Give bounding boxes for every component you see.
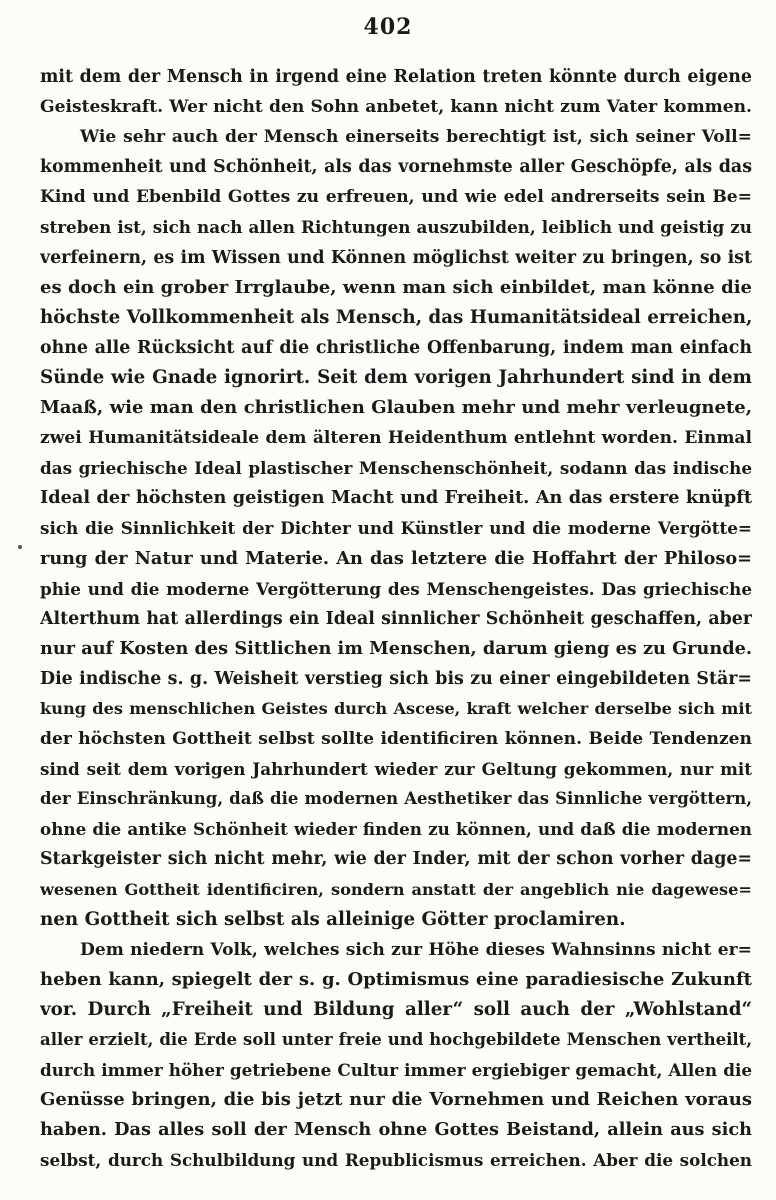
text-line: der Einschränkung, daß die modernen Aesthetiker das Sinnliche vergöttern,	[40, 789, 752, 809]
text-line: Starkgeister sich nicht mehr, wie der Inder, mit der schon vorher dage=	[40, 849, 752, 870]
text-line: Genüsse bringen, die bis jetzt nur die Vornehmen und Reichen voraus	[40, 1089, 752, 1111]
text-line: vor. Durch „Freiheit und Bildung aller“ soll auch der „Wohlstand“	[40, 998, 752, 1020]
page-number: 402	[363, 14, 413, 40]
text-line: Kind und Ebenbild Gottes zu erfreuen, und wie edel andrerseits sein Be=	[40, 187, 752, 208]
text-line: kung des menschlichen Geistes durch Ascese, kraft welcher derselbe sich mit	[40, 698, 752, 718]
text-line: ohne die antike Schönheit wieder finden zu können, und daß die modernen	[40, 819, 752, 840]
text-line: verfeinern, es im Wissen und Können möglichst weiter zu bringen, so ist	[40, 247, 752, 268]
text-line: nur auf Kosten des Sittlichen im Menschen, darum gieng es zu Grunde.	[40, 637, 752, 659]
text-line: Ideal der höchsten geistigen Macht und Freiheit. An das erstere knüpft	[40, 487, 752, 509]
text-line: durch immer höher getriebene Cultur immer ergiebiger gemacht, Allen die	[40, 1060, 752, 1081]
text-line: Die indische s. g. Weisheit verstieg sich bis zu einer eingebildeten Stär=	[40, 668, 752, 689]
text-line: haben. Das alles soll der Mensch ohne Gottes Beistand, allein aus sich	[40, 1119, 752, 1141]
text-line: mit dem der Mensch in irgend eine Relation treten könnte durch eigene	[40, 67, 752, 87]
text-line: sich die Sinnlichkeit der Dichter und Künstler und die moderne Vergötte=	[40, 518, 752, 539]
text-line: kommenheit und Schönheit, als das vornehmste aller Geschöpfe, als das	[40, 157, 752, 178]
text-line: zwei Humanitätsideale dem älteren Heidenthum entlehnt worden. Einmal	[40, 428, 752, 449]
text-line: es doch ein grober Irrglaube, wenn man sich einbildet, man könne die	[40, 276, 752, 298]
text-line: der höchsten Gottheit selbst sollte identificiren können. Beide Tendenzen	[40, 729, 752, 750]
text-line: rung der Natur und Materie. An das letztere die Hoffahrt der Philoso=	[40, 547, 752, 569]
ink-speck	[18, 545, 22, 549]
text-line: heben kann, spiegelt der s. g. Optimismus eine paradiesische Zukunft	[40, 968, 752, 990]
text-line: höchste Vollkommenheit als Mensch, das Humanitätsideal erreichen,	[40, 306, 752, 328]
text-line: Sünde wie Gnade ignorirt. Seit dem vorigen Jahrhundert sind in dem	[40, 366, 752, 388]
text-line: phie und die moderne Vergötterung des Menschengeistes. Das griechische	[40, 578, 752, 599]
text-line: wesenen Gottheit identificiren, sondern anstatt der angeblich nie dagewese=	[40, 879, 752, 899]
paragraph-start-line: Dem niedern Volk, welches sich zur Höhe dieses Wahnsinns nicht er=	[80, 939, 752, 960]
text-line: Alterthum hat allerdings ein Ideal sinnlicher Schönheit geschaffen, aber	[40, 608, 752, 629]
text-line: ohne alle Rücksicht auf die christliche Offenbarung, indem man einfach	[40, 337, 752, 358]
text-line: Geisteskraft. Wer nicht den Sohn anbetet, kann nicht zum Vater kommen.	[40, 97, 752, 118]
text-line: selbst, durch Schulbildung und Republicismus erreichen. Aber die solchen	[40, 1150, 752, 1171]
paragraph-end-line: nen Gottheit sich selbst als alleinige Götter proclamiren.	[40, 908, 626, 930]
body-text	[40, 62, 752, 1175]
text-line: aller erzielt, die Erde soll unter freie und hochgebildete Menschen vertheilt,	[40, 1030, 752, 1049]
text-line: streben ist, sich nach allen Richtungen auszubilden, leiblich und geistig zu	[40, 217, 752, 238]
text-line: das griechische Ideal plastischer Menschenschönheit, sodann das indische	[40, 458, 752, 479]
text-line: Maaß, wie man den christlichen Glauben mehr und mehr verleugnete,	[40, 397, 752, 419]
text-line: sind seit dem vorigen Jahrhundert wieder zur Geltung gekommen, nur mit	[40, 759, 752, 780]
paragraph-start-line: Wie sehr auch der Mensch einerseits berechtigt ist, sich seiner Voll=	[80, 127, 752, 148]
